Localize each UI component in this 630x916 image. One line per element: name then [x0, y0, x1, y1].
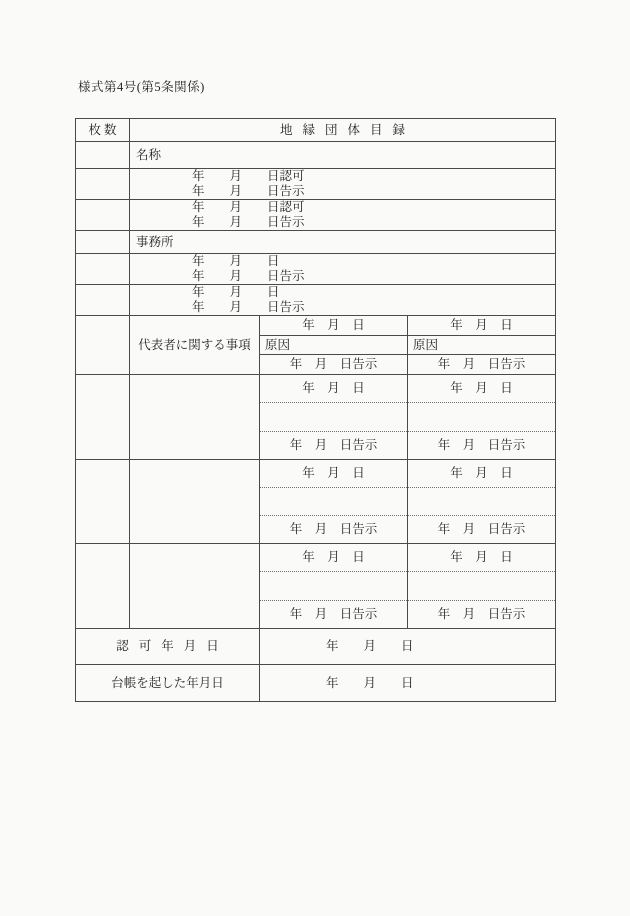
rep-cause-row [260, 335, 555, 355]
pages-cell [76, 169, 130, 199]
approval-date-line: 年 月 日認可 [192, 169, 305, 184]
name-date-row [76, 199, 555, 230]
empty-label-cell [130, 375, 260, 459]
registry-table [75, 118, 556, 702]
representative-header-grid [260, 316, 555, 374]
pages-cell [76, 200, 130, 230]
block-col-left [260, 460, 408, 543]
block-notice: 年 月 日告示 [260, 600, 407, 628]
representative-block-row [76, 459, 555, 543]
register-created-row [76, 664, 555, 701]
rep-notice-left: 年 月 日告示 [260, 355, 408, 374]
block-notice: 年 月 日告示 [408, 431, 555, 459]
register-created-label: 台帳を起した年月日 [76, 665, 260, 701]
notice-date-line: 年 月 日告示 [192, 215, 305, 230]
date-cell [130, 254, 555, 284]
office-label-row [76, 230, 555, 253]
approval-date-value: 年 月 日 [326, 639, 414, 654]
rep-notice-row [260, 354, 555, 374]
block-col-right [408, 544, 555, 628]
table-header-row [76, 119, 555, 141]
rep-date-left: 年 月 日 [260, 316, 408, 335]
block-notice: 年 月 日告示 [408, 600, 555, 628]
name-date-row [76, 168, 555, 199]
pages-cell [76, 544, 130, 628]
block-date: 年 月 日 [450, 550, 513, 565]
block-notice: 年 月 日告示 [260, 515, 407, 543]
date-cell [130, 169, 555, 199]
office-date-row [76, 253, 555, 284]
block-date: 年 月 日 [302, 466, 365, 481]
cause-label-right: 原因 [413, 337, 439, 352]
approval-date-row [76, 628, 555, 664]
approval-date-label: 認可年月日 [76, 629, 260, 664]
block-grid [260, 460, 555, 543]
representative-block-row [76, 374, 555, 459]
block-blank [260, 487, 407, 515]
pages-cell [76, 460, 130, 543]
representative-section-label: 代表者に関する事項 [130, 316, 260, 374]
pages-cell [76, 375, 130, 459]
block-grid [260, 375, 555, 459]
empty-label-cell [130, 460, 260, 543]
notice-date-line: 年 月 日告示 [192, 269, 305, 284]
name-label-row [76, 141, 555, 168]
date-cell [130, 200, 555, 230]
representative-block-row [76, 543, 555, 628]
rep-date-row [260, 316, 555, 335]
block-blank [260, 402, 407, 430]
pages-cell [76, 316, 130, 374]
approval-date-line: 年 月 日認可 [192, 200, 305, 215]
block-notice: 年 月 日告示 [408, 515, 555, 543]
block-blank [260, 571, 407, 599]
representative-header-row [76, 315, 555, 374]
pages-cell [76, 142, 130, 168]
block-blank [408, 571, 555, 599]
block-notice: 年 月 日告示 [260, 431, 407, 459]
empty-label-cell [130, 544, 260, 628]
block-date: 年 月 日 [450, 381, 513, 396]
name-section-label: 名称 [136, 147, 162, 162]
date-line: 年 月 日 [192, 254, 280, 269]
block-date: 年 月 日 [450, 466, 513, 481]
register-created-value: 年 月 日 [326, 675, 414, 690]
pages-cell [76, 231, 130, 253]
pages-cell [76, 285, 130, 315]
date-cell [130, 285, 555, 315]
notice-date-line: 年 月 日告示 [192, 300, 305, 315]
notice-date-line: 年 月 日告示 [192, 184, 305, 199]
block-col-left [260, 375, 408, 459]
pages-cell [76, 254, 130, 284]
table-title: 地縁団体目録 [279, 122, 415, 137]
block-col-left [260, 544, 408, 628]
block-grid [260, 544, 555, 628]
office-section-label: 事務所 [136, 234, 174, 249]
date-line: 年 月 日 [192, 285, 280, 300]
cause-label-left: 原因 [260, 336, 408, 355]
block-col-right [408, 375, 555, 459]
rep-date-right: 年 月 日 [450, 318, 513, 333]
block-blank [408, 487, 555, 515]
office-date-row [76, 284, 555, 315]
block-date: 年 月 日 [302, 381, 365, 396]
block-blank [408, 402, 555, 430]
block-date: 年 月 日 [302, 550, 365, 565]
rep-notice-right: 年 月 日告示 [437, 357, 526, 372]
pages-column-header: 枚数 [76, 119, 130, 141]
block-col-right [408, 460, 555, 543]
form-title: 様式第4号(第5条関係) [78, 80, 205, 94]
